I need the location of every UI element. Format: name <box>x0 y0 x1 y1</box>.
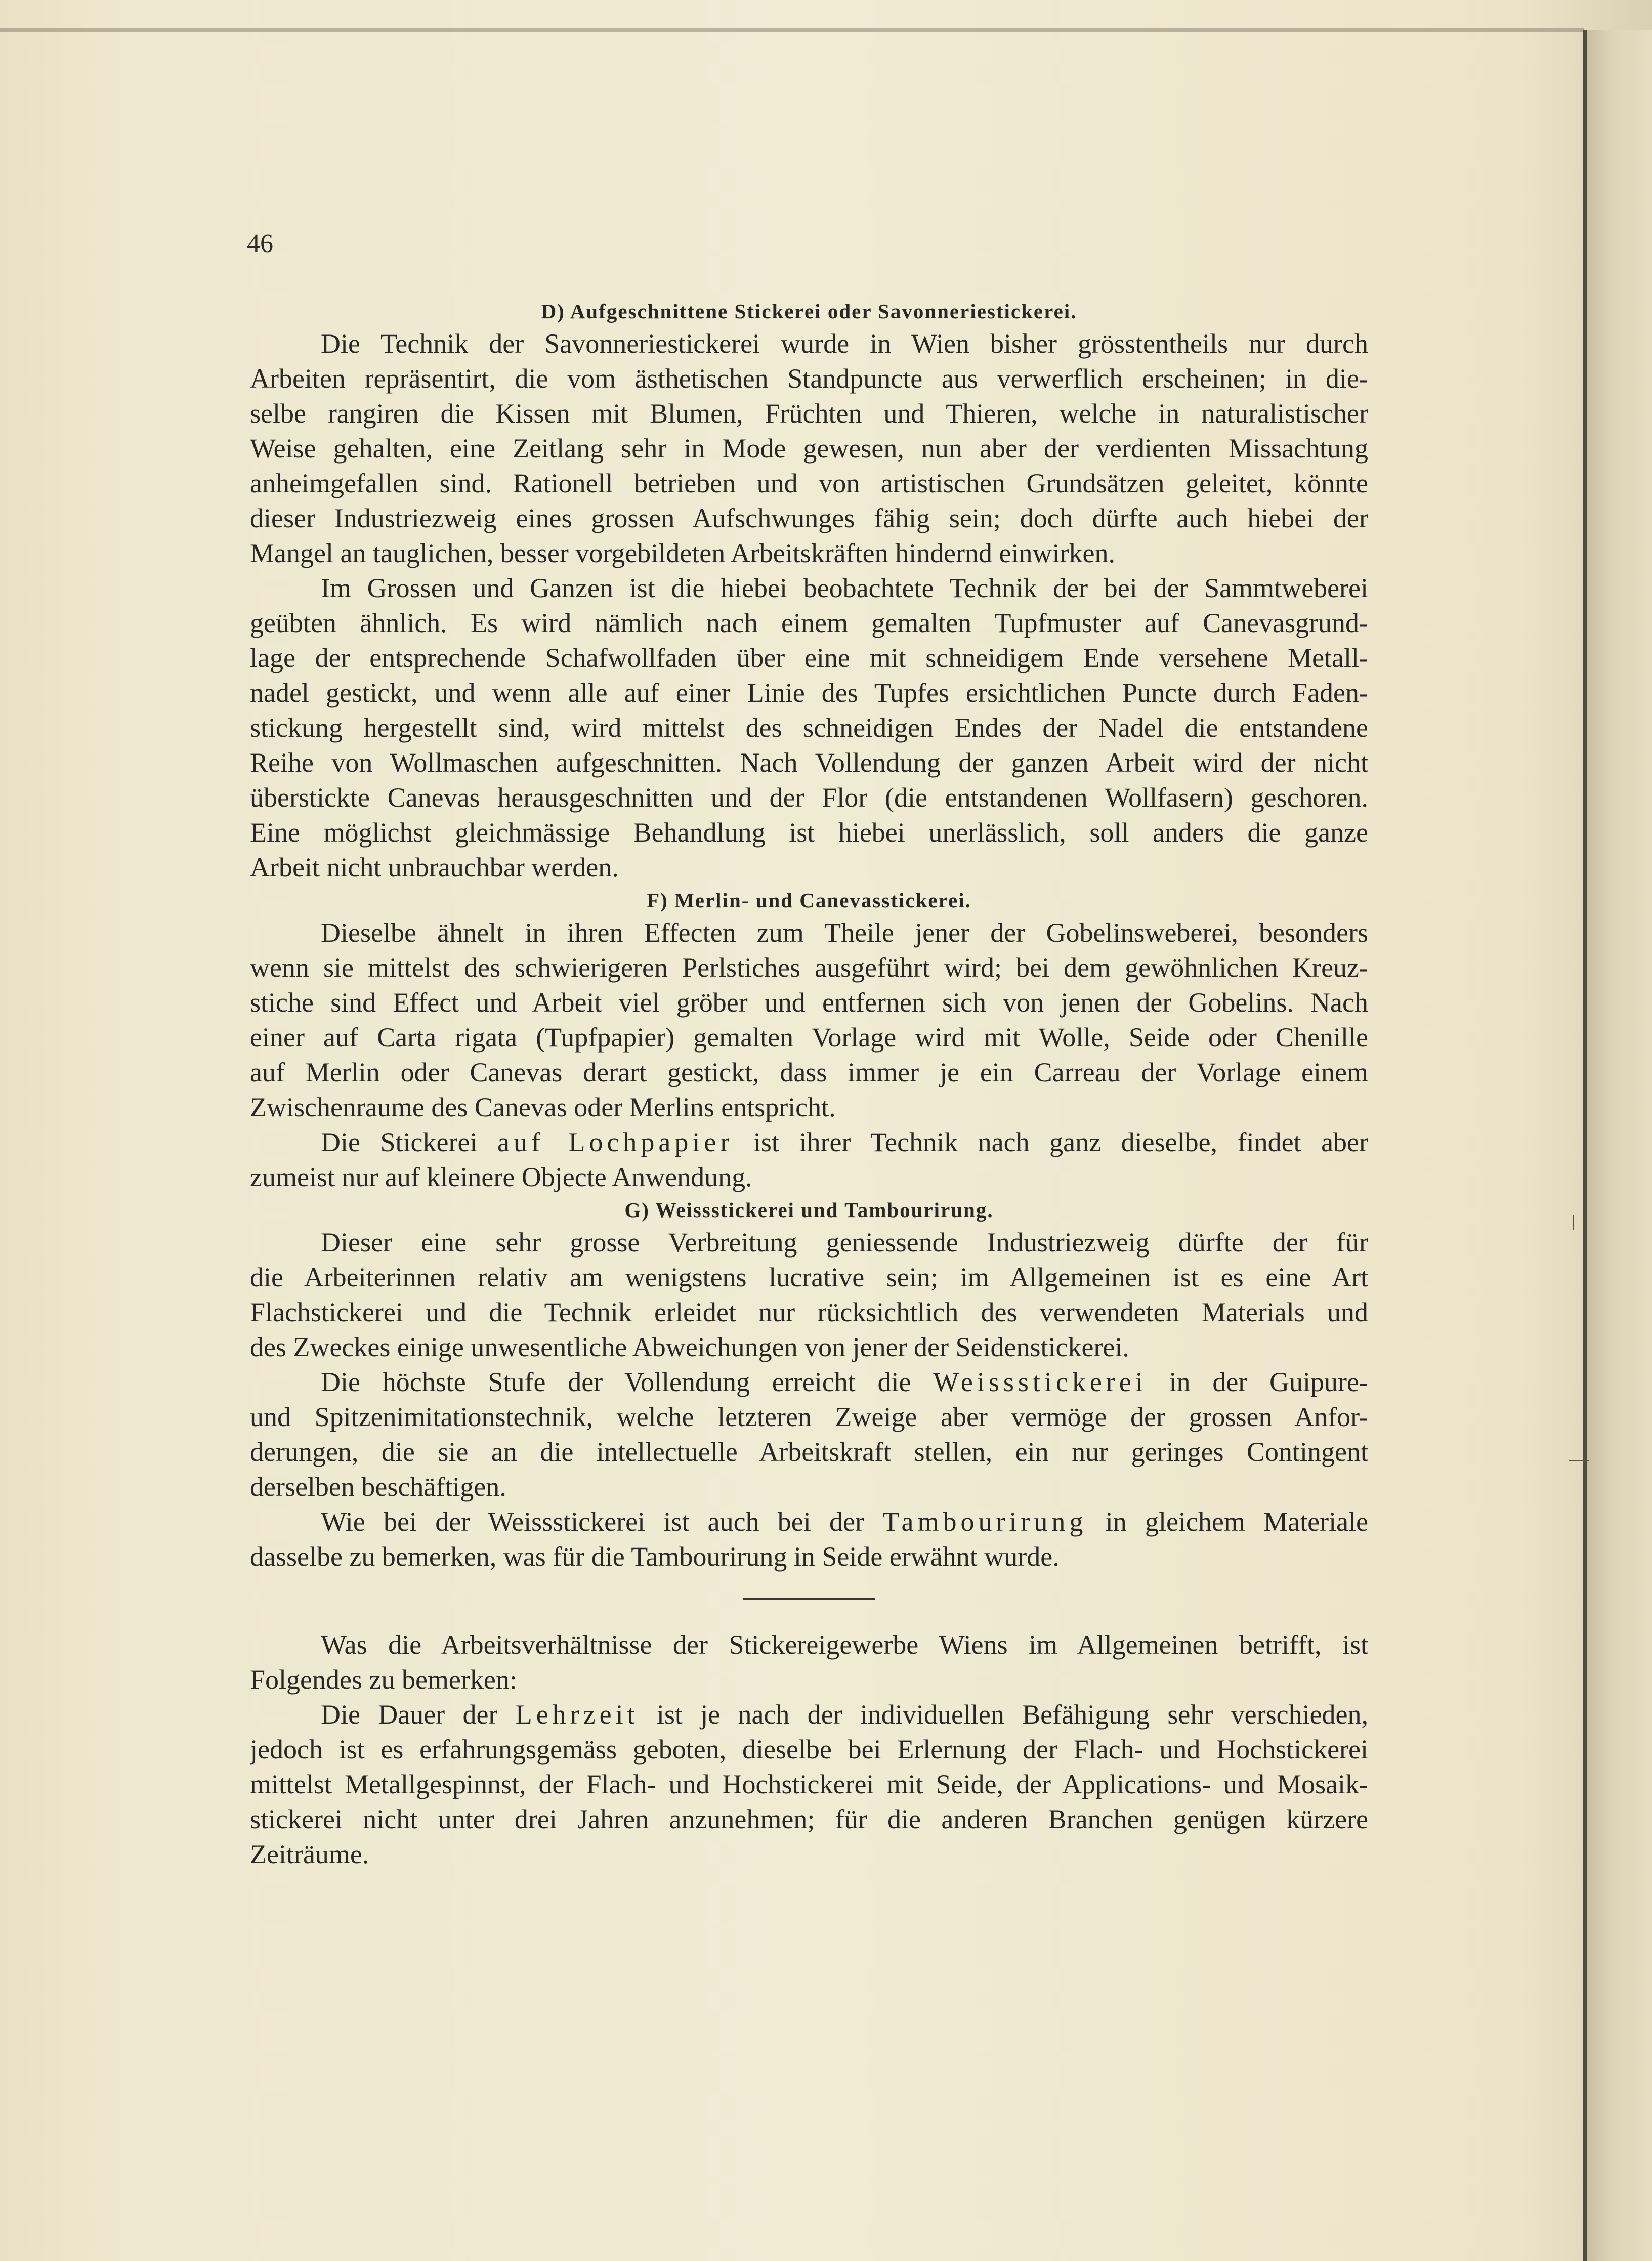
text-run: Die Stickerei <box>321 1127 478 1157</box>
text-run: ist ihrer Technik nach ganz dieselbe, findet aber <box>753 1127 1368 1157</box>
text-line <box>250 1697 1368 1732</box>
page-number: 46 <box>247 229 273 258</box>
text-run: Die Dauer der <box>321 1699 498 1730</box>
section-heading-d: D) Aufgeschnittene Stickerei oder Savonneriestickerei. <box>541 300 1077 323</box>
text-line: wenn sie mittelst des schwierigeren Perlstiches ausgeführt wird; bei dem gewöhnlichen Kreuz- <box>250 952 1368 983</box>
text-line: Arbeiten repräsentirt, die vom ästhetischen Standpuncte aus verwerflich erscheinen; in die- <box>250 363 1368 394</box>
text-line: derungen, die sie an die intellectuelle Arbeitskraft stellen, ein nur geringes Contingent <box>250 1437 1368 1467</box>
text-run: Wie bei der Weissstickerei ist auch bei der <box>321 1506 864 1537</box>
text-line: Was die Arbeitsverhältnisse der Stickereigewerbe Wiens im Allgemeinen betrifft, ist <box>321 1629 1368 1660</box>
text-line: und Spitzenimitationstechnik, welche letzteren Zweige aber vermöge der grossen Anfor- <box>250 1402 1368 1432</box>
text-line: Dieser eine sehr grosse Verbreitung geniessende Industriezweig dürfte der für <box>321 1227 1368 1258</box>
text-line: Weise gehalten, eine Zeitlang sehr in Mode gewesen, nun aber der verdienten Missachtung <box>250 433 1368 464</box>
text-line <box>250 1504 1368 1539</box>
text-line: dieser Industriezweig eines grossen Aufschwunges fähig sein; doch dürfte auch hiebei der <box>250 503 1368 533</box>
text-line: anheimgefallen sind. Rationell betrieben und von artistischen Grundsätzen geleitet, könnte <box>250 468 1368 498</box>
text-line: lage der entsprechende Schafwollfaden über eine mit schneidigem Ende versehene Metall- <box>250 643 1368 673</box>
closing-paragraph-2 <box>250 1697 1368 1872</box>
text-line: jedoch ist es erfahrungsgemäss geboten, dieselbe bei Erlernung der Flach- und Hochstickerei <box>250 1734 1368 1765</box>
text-line: auf Merlin oder Canevas derart gestickt, dass immer je ein Carreau der Vorlage einem <box>250 1057 1368 1087</box>
emphasized-term: Lehrzeit <box>515 1699 639 1730</box>
text-line: Flachstickerei und die Technik erleidet nur rücksichtlich des verwendeten Materials und <box>250 1297 1368 1327</box>
text-line: Zeiträume. <box>250 1839 369 1869</box>
text-line: Eine möglichst gleichmässige Behandlung ist hiebei unerlässlich, soll anders die ganze <box>250 817 1368 848</box>
text-line: stickung hergestellt sind, wird mittelst des schneidigen Endes der Nadel die entstandene <box>250 713 1368 743</box>
text-line: zumeist nur auf kleinere Objecte Anwendung. <box>250 1162 752 1192</box>
text-line <box>250 1125 1368 1160</box>
top-edge-rule <box>0 28 1584 32</box>
section-f-paragraph-1 <box>250 915 1368 1125</box>
section-f-paragraph-2 <box>250 1125 1368 1195</box>
section-g-paragraph-3 <box>250 1504 1368 1574</box>
text-line: Die Technik der Savonneriestickerei wurde in Wien bisher grösstentheils nur durch <box>321 328 1368 359</box>
text-line: mittelst Metallgespinnst, der Flach- und Hochstickerei mit Seide, der Applications- und Mosaik- <box>250 1769 1368 1799</box>
text-line <box>250 1365 1368 1400</box>
section-divider <box>743 1598 875 1600</box>
text-line: Im Grossen und Ganzen ist die hiebei beobachtete Technik der bei der Sammtweberei <box>321 573 1368 603</box>
section-g-paragraph-2 <box>250 1365 1368 1504</box>
text-line: Zwischenraume des Canevas oder Merlins entspricht. <box>250 1092 836 1122</box>
text-run: ist je nach der individuellen Befähigung sehr verschieden, <box>656 1699 1368 1730</box>
section-g-paragraph-1 <box>250 1225 1368 1365</box>
text-run: in gleichem Materiale <box>1105 1506 1368 1537</box>
text-line: stiche sind Effect und Arbeit viel gröber und entfernen sich von jenen der Gobelins. Nach <box>250 987 1368 1018</box>
margin-mark <box>1569 1460 1589 1461</box>
text-line: Dieselbe ähnelt in ihren Effecten zum Theile jener der Gobelinsweberei, besonders <box>321 917 1368 948</box>
text-run: Die höchste Stufe der Vollendung erreicht die <box>321 1367 911 1397</box>
text-line: Folgendes zu bemerken: <box>250 1664 517 1695</box>
text-line: stickerei nicht unter drei Jahren anzunehmen; für die anderen Branchen genügen kürzere <box>250 1804 1368 1834</box>
text-line: geübten ähnlich. Es wird nämlich nach einem gemalten Tupfmuster auf Canevasgrund- <box>250 608 1368 638</box>
binding-gutter <box>1583 30 1587 2261</box>
text-line: Mangel an tauglichen, besser vorgebildeten Arbeitskräften hindernd einwirken. <box>250 538 1115 568</box>
text-line: einer auf Carta rigata (Tupfpapier) gemalten Vorlage wird mit Wolle, Seide oder Chenille <box>250 1022 1368 1053</box>
section-d-paragraph-2 <box>250 571 1368 885</box>
section-d-paragraph-1 <box>250 326 1368 571</box>
emphasized-term: auf Lochpapier <box>497 1127 734 1157</box>
text-line: überstickte Canevas herausgeschnitten und der Flor (die entstandenen Wollfasern) geschoren. <box>250 782 1368 813</box>
section-heading-g: G) Weissstickerei und Tambourirung. <box>624 1198 994 1222</box>
adjacent-page-edge <box>1587 30 1652 2261</box>
text-line: die Arbeiterinnen relativ am wenigstens lucrative sein; im Allgemeinen ist es eine Art <box>250 1262 1368 1292</box>
emphasized-term: Weissstickerei <box>933 1367 1147 1397</box>
text-line: nadel gestickt, und wenn alle auf einer Linie des Tupfes ersichtlichen Puncte durch Faden- <box>250 678 1368 708</box>
emphasized-term: Tambourirung <box>882 1506 1087 1537</box>
text-line: des Zweckes einige unwesentliche Abweichungen von jener der Seidenstickerei. <box>250 1332 1129 1362</box>
text-line: Reihe von Wollmaschen aufgeschnitten. Nach Vollendung der ganzen Arbeit wird der nicht <box>250 747 1368 778</box>
page-body <box>250 296 1368 1872</box>
text-line: Arbeit nicht unbrauchbar werden. <box>250 852 619 883</box>
closing-paragraph-1 <box>250 1627 1368 1697</box>
text-line: derselben beschäftigen. <box>250 1472 506 1502</box>
margin-tick <box>1573 1215 1574 1230</box>
text-line: dasselbe zu bemerken, was für die Tambourirung in Seide erwähnt wurde. <box>250 1541 1060 1572</box>
text-run: in der Guipure- <box>1169 1367 1368 1397</box>
section-heading-f: F) Merlin- und Canevasstickerei. <box>647 889 971 912</box>
text-line: selbe rangiren die Kissen mit Blumen, Früchten und Thieren, welche in naturalistischer <box>250 398 1368 429</box>
